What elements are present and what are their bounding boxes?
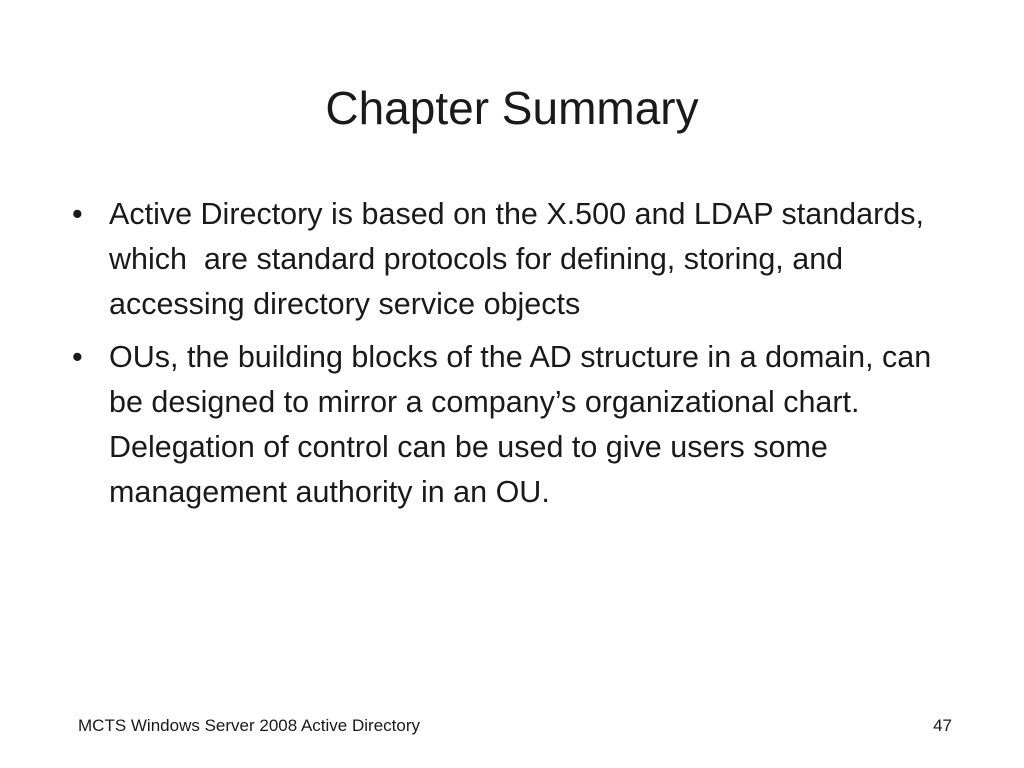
bullet-item [72,335,952,515]
slide-title: Chapter Summary [325,82,699,134]
bullet-list [72,192,952,523]
bullet-marker: • [72,340,83,374]
bullet-text: Active Directory is based on the X.500 and LDAP standards, which are standard protocols for defining, storing, and accessing directory service objects [109,197,933,321]
bullet-item [72,192,952,327]
bullet-text: OUs, the building blocks of the AD structure in a domain, can be designed to mirror a company’s organizational chart. Delegation of control can be used to give users some management authority in an OU. [109,340,940,509]
footer-page-number: 47 [933,716,952,735]
bullet-marker: • [72,197,83,231]
footer-course-title: MCTS Windows Server 2008 Active Directory [78,716,420,735]
